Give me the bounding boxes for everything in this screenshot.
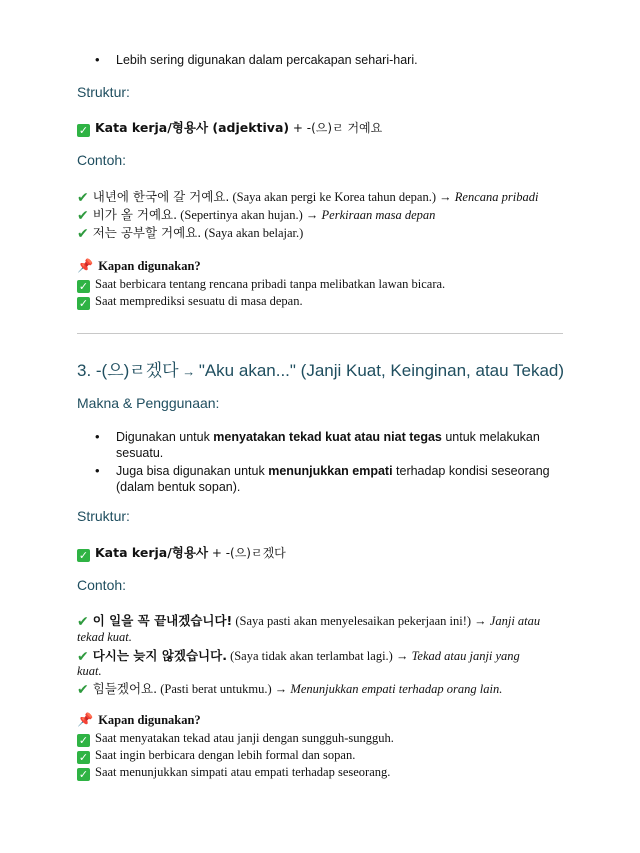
struktur-rest: + -(으)ㄹ 거예요 <box>289 121 383 135</box>
example-translation: (Saya akan belajar.) <box>201 226 304 240</box>
struktur-line-3: ✓ Kata kerja/형용사 + -(으)ㄹ겠다 <box>78 545 286 562</box>
example-line: ✔ 다시는 늦지 않겠습니다. (Saya tidak akan terlambat lagi.) → Tekad atau janji yang <box>77 648 520 665</box>
divider <box>77 333 563 334</box>
kapan-item: ✓ Saat memprediksi sesuatu di masa depan. <box>78 294 303 310</box>
check-box-icon: ✓ <box>78 124 89 137</box>
arrow-right-icon: → <box>178 364 199 379</box>
kapan-item: ✓ Saat berbicara tentang rencana pribadi tanpa melibatkan lawan bicara. <box>78 277 446 293</box>
example-label: Rencana pribadi <box>454 190 539 204</box>
check-box-icon: ✓ <box>78 280 89 293</box>
list-item: • Lebih sering digunakan dalam percakapan sehari-hari. <box>95 52 418 68</box>
example-line: ✔ 이 일을 꼭 끝내겠습니다! (Saya pasti akan menyelesaikan pekerjaan ini!) → Janji atau <box>77 613 541 630</box>
example-line <box>77 188 567 207</box>
check-box-icon: ✓ <box>78 751 89 764</box>
kapan-item: ✓ Saat ingin berbicara dengan lebih formal dan sopan. <box>78 748 356 764</box>
makna-bullet-list <box>95 429 555 497</box>
check-box-icon: ✓ <box>78 297 89 310</box>
check-mark-icon: ✔ <box>77 226 89 242</box>
list-item: • Juga bisa digunakan untuk menunjukkan empati terhadap kondisi seseorang (dalam bentuk sopan). <box>95 463 555 495</box>
check-mark-icon: ✔ <box>77 208 89 224</box>
check-box-icon: ✓ <box>78 768 89 781</box>
example-label: Perkiraan masa depan <box>321 208 436 222</box>
kapan-item: ✓ Saat menunjukkan simpati atau empati terhadap seseorang. <box>78 765 391 781</box>
kapan-item: ✓ Saat menyatakan tekad atau janji dengan sungguh-sungguh. <box>78 731 394 747</box>
example-korean: 저는 공부할 거예요. <box>92 225 202 240</box>
struktur-bold: Kata kerja/형용사 (adjektiva) <box>95 120 290 135</box>
example-label-cont: tekad kuat. <box>77 630 132 644</box>
example-line <box>77 224 567 243</box>
struktur-heading-3: Struktur: <box>77 508 130 524</box>
struktur-heading-1: Struktur: <box>77 84 130 100</box>
check-mark-icon: ✔ <box>77 682 89 698</box>
section-3-title: 3. -(으)ㄹ겠다 → "Aku akan..." (Janji Kuat, Keinginan, atau Tekad) <box>77 361 565 380</box>
example-line <box>77 206 567 225</box>
pushpin-icon: 📌 <box>77 259 94 274</box>
check-box-icon: ✓ <box>78 734 89 747</box>
pushpin-icon: 📌 <box>77 713 94 728</box>
makna-heading: Makna & Penggunaan: <box>77 395 220 411</box>
contoh-heading-1: Contoh: <box>77 152 127 168</box>
example-korean: 비가 올 거예요. <box>92 207 178 222</box>
top-bullet-list <box>95 52 418 70</box>
check-mark-icon: ✔ <box>77 614 89 630</box>
kapan-heading-1: 📌 Kapan digunakan? <box>77 259 201 274</box>
example-korean: 내년에 한국에 갈 거예요. <box>92 189 230 204</box>
check-box-icon: ✓ <box>78 549 89 562</box>
list-item: • Digunakan untuk menyatakan tekad kuat atau niat tegas untuk melakukan sesuatu. <box>95 429 555 461</box>
example-label-cont: kuat. <box>77 664 102 678</box>
example-translation: (Saya akan pergi ke Korea tahun depan.) → <box>229 190 455 204</box>
example-line: ✔ 힘들겠어요. (Pasti berat untukmu.) → Menunjukkan empati terhadap orang lain. <box>77 681 503 698</box>
check-mark-icon: ✔ <box>77 649 89 665</box>
kapan-heading-3: 📌 Kapan digunakan? <box>77 713 201 728</box>
check-mark-icon: ✔ <box>77 190 89 206</box>
struktur-line-1 <box>77 119 567 137</box>
contoh-heading-3: Contoh: <box>77 577 127 593</box>
example-translation: (Sepertinya akan hujan.) → <box>177 208 322 222</box>
